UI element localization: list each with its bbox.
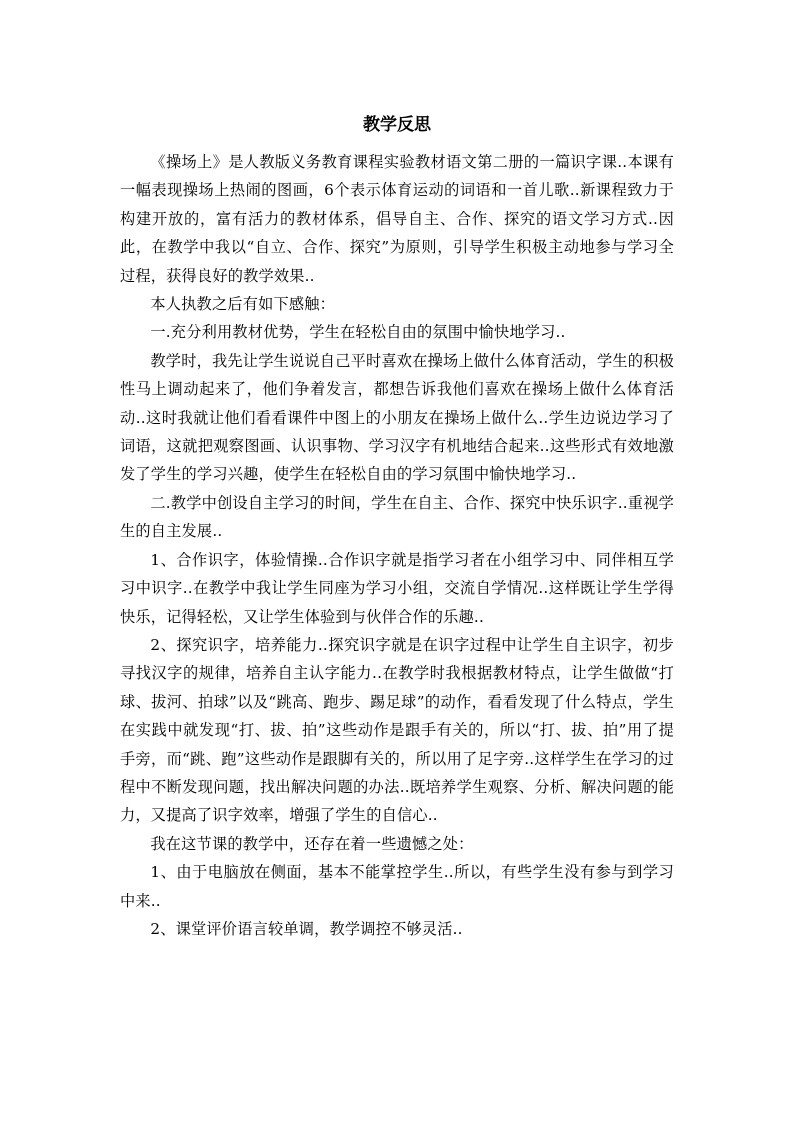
paragraph-regret-one: 1、由于电脑放在侧面，基本不能掌控学生..所以，有些学生没有参与到学习中来..	[120, 863, 674, 910]
paragraph-point-two-heading: 二.教学中创设自主学习的时间，学生在自主、合作、探究中快乐识字..重视学生的自主发展..	[120, 493, 674, 541]
paragraph-point-one-heading: 一.充分利用教材优势，学生在轻松自由的氛围中愉快地学习..	[150, 323, 566, 342]
paragraph-feelings-lead: 本人执教之后有如下感触：	[150, 295, 336, 314]
paragraph-regrets-lead: 我在这节课的教学中，还存在着一些遗憾之处：	[150, 834, 474, 853]
paragraph-point-one-body: 教学时，我先让学生说说自己平时喜欢在操场上做什么体育活动，学生的积极性马上调动起来了，他们争着发言，都想告诉我他们喜欢在操场上做什么体育活动..这时我就让他们看看课件中图上的小朋友在操场上做什么..学生边说边学习了词语，这就把观察图画、认识事物、学习汉字有机地结合起来..这些形式有效地激发了学生的学习兴趣，使学生在轻松自由的学习氛围中愉快地学习..	[120, 351, 674, 484]
paragraph-intro: 《操场上》是人教版义务教育课程实验教材语文第二册的一篇识字课..本课有一幅表现操场上热闹的图画，6个表示体育运动的词语和一首儿歌..新课程致力于构建开放的，富有活力的教材体系，倡导自主、合作、探究的语文学习方式..因此，在教学中我以“自立、合作、探究”为原则，引导学生积极主动地参与学习全过程，获得良好的教学效果..	[120, 153, 674, 285]
paragraph-inquiry-literacy: 2、探究识字，培养能力..探究识字就是在识字过程中让学生自主识字，初步寻找汉字的规律，培养自主认字能力..在教学时我根据教材特点，让学生做做“打球、拔河、拍球”以及“跳高、跑步、踢足球”的动作，看看发现了什么特点，学生在实践中就发现“打、拔、拍”这些动作是跟手有关的，所以“打、拔、拍”用了提手旁，而“跳、跑”这些动作是跟脚有关的，所以用了足字旁..这样学生在学习的过程中不断发现问题，找出解决问题的办法..既培养学生观察、分析、解决问题的能力，又提高了识字效率，增强了学生的自信心..	[120, 635, 674, 825]
document-title: 教学反思	[363, 115, 431, 135]
paragraph-regret-two: 2、课堂评价语言较单调，教学调控不够灵活..	[150, 919, 463, 938]
document-page	[120, 108, 674, 943]
paragraph-cooperative-literacy: 1、合作识字，体验情操..合作识字就是指学习者在小组学习中、同伴相互学习中识字..在教学中我让学生同座为学习小组，交流自学情况..这样既让学生学得快乐，记得轻松，又让学生体验到与伙伴合作的乐趣..	[120, 550, 674, 626]
